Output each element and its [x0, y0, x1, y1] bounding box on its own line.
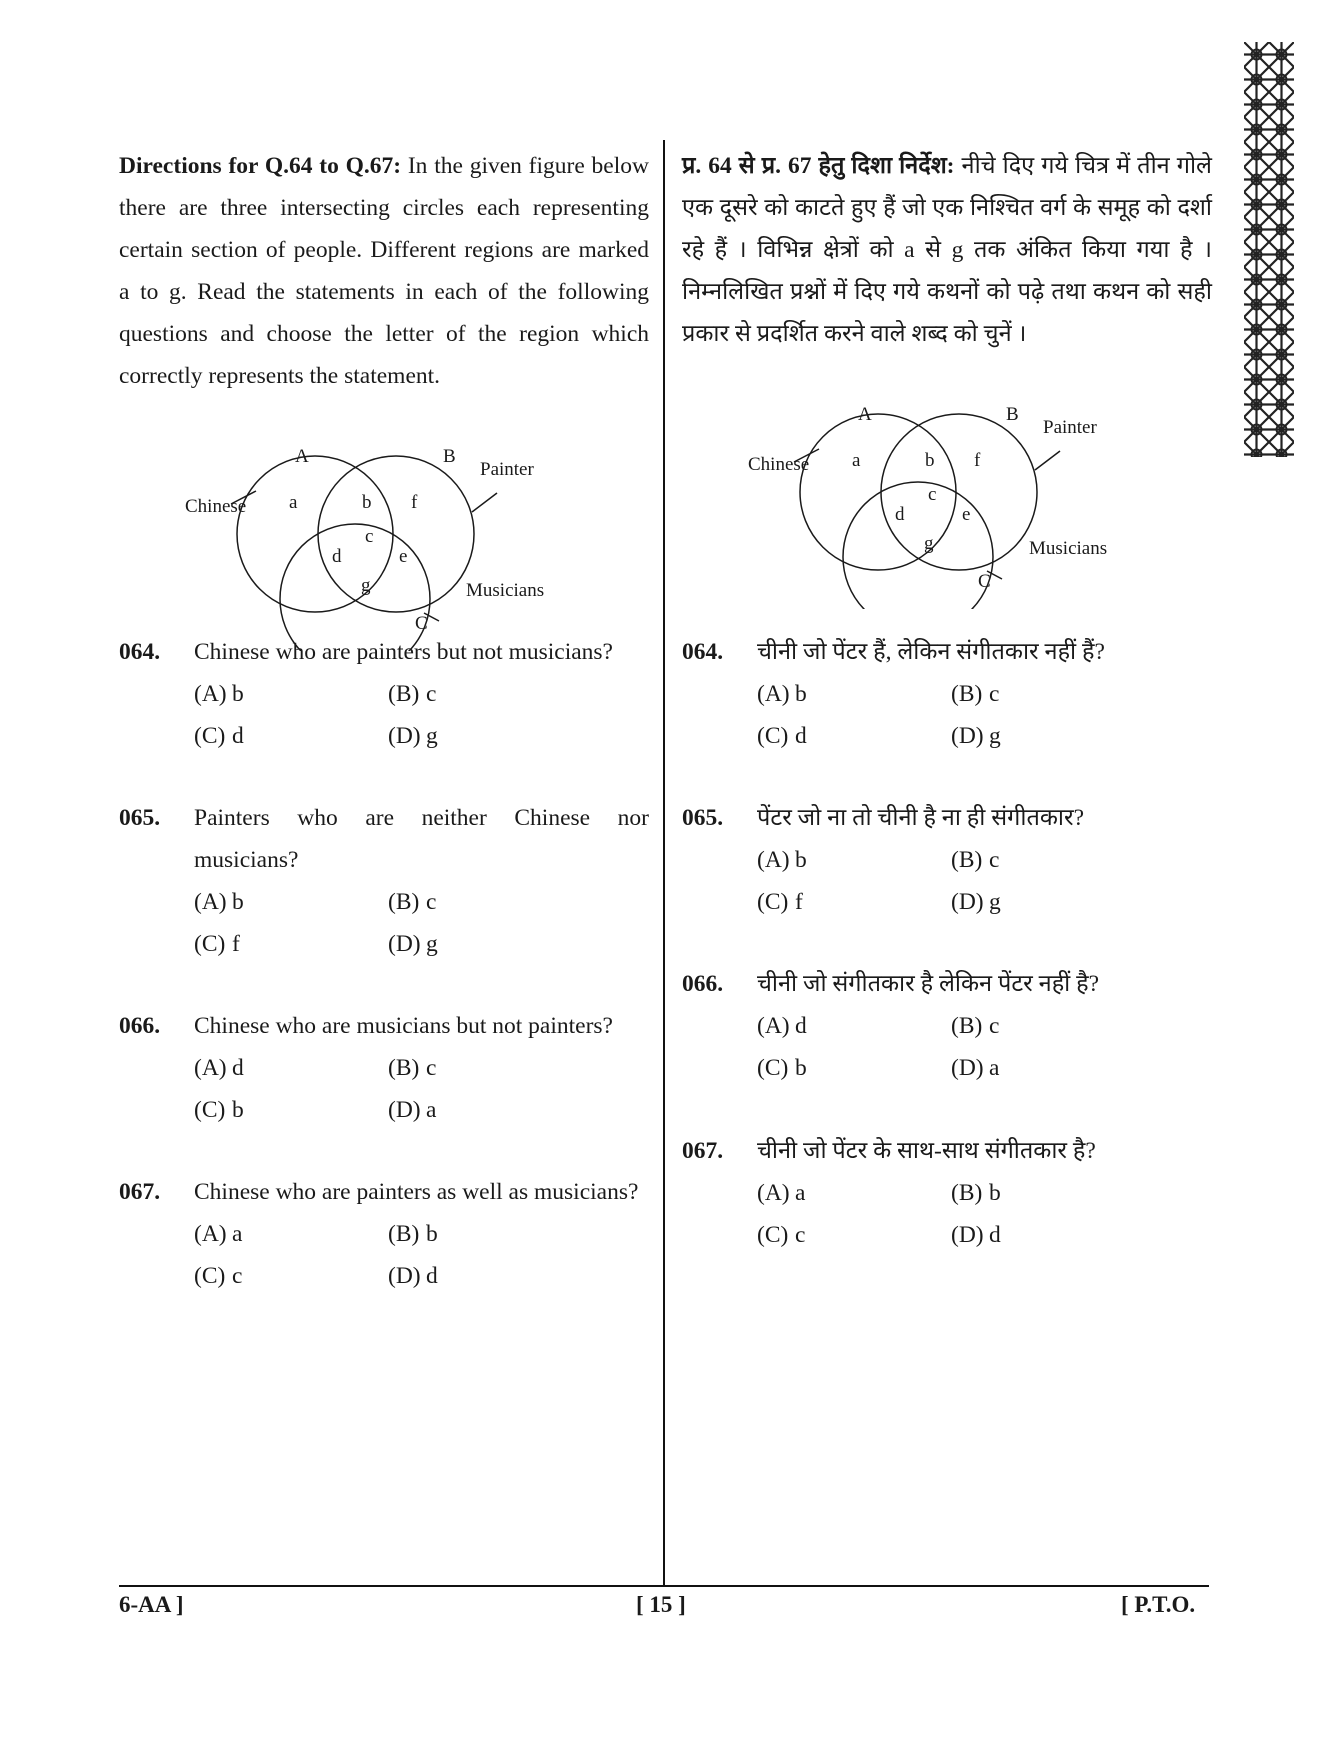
circle-label-a: A — [295, 446, 309, 467]
option-c[interactable]: (C) b — [757, 1055, 807, 1081]
option-a[interactable]: (A) d — [757, 1013, 807, 1039]
circle-label-c: C — [415, 613, 428, 634]
option-d[interactable]: (D) a — [388, 1097, 437, 1123]
directions: प्र. 64 से प्र. 67 हेतु दिशा निर्देश: नीचे दिए गये चित्र में तीन गोले एक दूसरे को काटते हुए हैं जो एक निश्चित वर्ग के समूह को दर्शा रहे हैं । विभिन्न क्षेत्रों को a से g तक अंकित किया गया है । निम्नलिखित प्रश्नों में दिए गये कथनों को पढ़े तथा कथन को सही प्रकार से प्रदर्शित करने वाले शब्द को चुनें । — [682, 153, 1212, 347]
venn-diagram — [682, 379, 1212, 609]
option-b[interactable]: (B) c — [388, 889, 437, 915]
option-d[interactable]: (D) g — [388, 723, 438, 749]
region-a: a — [289, 492, 298, 513]
option-c[interactable]: (C) f — [757, 889, 803, 915]
question-067: 067. Chinese who are painters as well as musicians? (A) a (B) b (C) c (D) d — [119, 1171, 649, 1297]
question-066: 066. Chinese who are musicians but not painters? (A) d (B) c (C) b (D) a — [119, 1005, 649, 1131]
region-f: f — [411, 492, 418, 513]
question-066: 066. चीनी जो संगीतकार है लेकिन पेंटर नहीं है? (A) d (B) c (C) b (D) a — [682, 963, 1212, 1089]
option-d[interactable]: (D) d — [951, 1222, 1001, 1248]
option-a[interactable]: (A) b — [194, 681, 244, 707]
option-a[interactable]: (A) a — [194, 1221, 243, 1247]
footer-code: 6-AA ] — [119, 1592, 184, 1617]
option-c[interactable]: (C) f — [194, 931, 240, 957]
option-b[interactable]: (B) c — [388, 681, 437, 707]
question-067: 067. चीनी जो पेंटर के साथ-साथ संगीतकार है? (A) a (B) b (C) c (D) d — [682, 1130, 1212, 1256]
option-b[interactable]: (B) c — [388, 1055, 437, 1081]
option-b[interactable]: (B) c — [951, 847, 1000, 873]
circle-c — [843, 482, 993, 609]
decorative-pattern — [1244, 42, 1294, 457]
region-f: f — [974, 450, 981, 471]
option-b[interactable]: (B) b — [388, 1221, 438, 1247]
pto-label: [ P.T.O. — [1121, 1592, 1196, 1617]
circle-b — [881, 414, 1037, 570]
set-label-musicians: Musicians — [466, 580, 545, 601]
set-label-painter: Painter — [480, 459, 534, 480]
option-d[interactable]: (D) g — [951, 889, 1001, 915]
option-a[interactable]: (A) a — [757, 1180, 806, 1206]
set-label-chinese: Chinese — [748, 454, 810, 475]
page-number: [ 15 ] — [636, 1592, 686, 1617]
set-label-chinese: Chinese — [185, 496, 247, 517]
circle-label-b: B — [1006, 404, 1019, 425]
region-b: b — [925, 450, 935, 471]
option-a[interactable]: (A) b — [757, 681, 807, 707]
venn-diagram — [119, 421, 649, 651]
question-065: 065. Painters who are neither Chinese nor musicians? (A) b (B) c (C) f (D) g — [119, 797, 649, 965]
option-d[interactable]: (D) g — [951, 723, 1001, 749]
region-e: e — [962, 504, 971, 525]
column-divider — [663, 140, 665, 1587]
option-b[interactable]: (B) c — [951, 1013, 1000, 1039]
region-c: c — [928, 484, 937, 505]
circle-label-b: B — [443, 446, 456, 467]
circle-label-c: C — [978, 571, 991, 592]
hindi-column — [682, 145, 1212, 1248]
question-065: 065. पेंटर जो ना तो चीनी है ना ही संगीतकार? (A) b (B) c (C) f (D) g — [682, 797, 1212, 923]
region-d: d — [332, 546, 342, 567]
question-064: 064. चीनी जो पेंटर हैं, लेकिन संगीतकार नहीं हैं? (A) b (B) c (C) d (D) g — [682, 631, 1212, 757]
option-c[interactable]: (C) b — [194, 1097, 244, 1123]
circle-b — [318, 456, 474, 612]
region-g: g — [924, 533, 934, 554]
question-064: 064. Chinese who are painters but not musicians? (A) b (B) c (C) d (D) g — [119, 631, 649, 757]
option-b[interactable]: (B) b — [951, 1180, 1001, 1206]
option-c[interactable]: (C) c — [757, 1222, 806, 1248]
option-c[interactable]: (C) c — [194, 1263, 243, 1289]
option-a[interactable]: (A) b — [194, 889, 244, 915]
option-a[interactable]: (A) b — [757, 847, 807, 873]
region-g: g — [361, 575, 371, 596]
footer-rule — [119, 1585, 1209, 1587]
option-d[interactable]: (D) d — [388, 1263, 438, 1289]
option-c[interactable]: (C) d — [194, 723, 244, 749]
option-b[interactable]: (B) c — [951, 681, 1000, 707]
option-d[interactable]: (D) a — [951, 1055, 1000, 1081]
option-d[interactable]: (D) g — [388, 931, 438, 957]
region-c: c — [365, 526, 374, 547]
option-a[interactable]: (A) d — [194, 1055, 244, 1081]
option-c[interactable]: (C) d — [757, 723, 807, 749]
english-column — [119, 145, 649, 1289]
circle-label-a: A — [858, 404, 872, 425]
region-a: a — [852, 450, 861, 471]
region-d: d — [895, 504, 905, 525]
region-b: b — [362, 492, 372, 513]
set-label-musicians: Musicians — [1029, 538, 1108, 559]
directions: Directions for Q.64 to Q.67: In the given figure below there are three intersecting circles each representing certain section of people. Different regions are marked a to g. Read the statements in each of the following questions and choose the letter of the region which correctly represents the statement. — [119, 153, 649, 389]
set-label-painter: Painter — [1043, 417, 1097, 438]
region-e: e — [399, 546, 408, 567]
